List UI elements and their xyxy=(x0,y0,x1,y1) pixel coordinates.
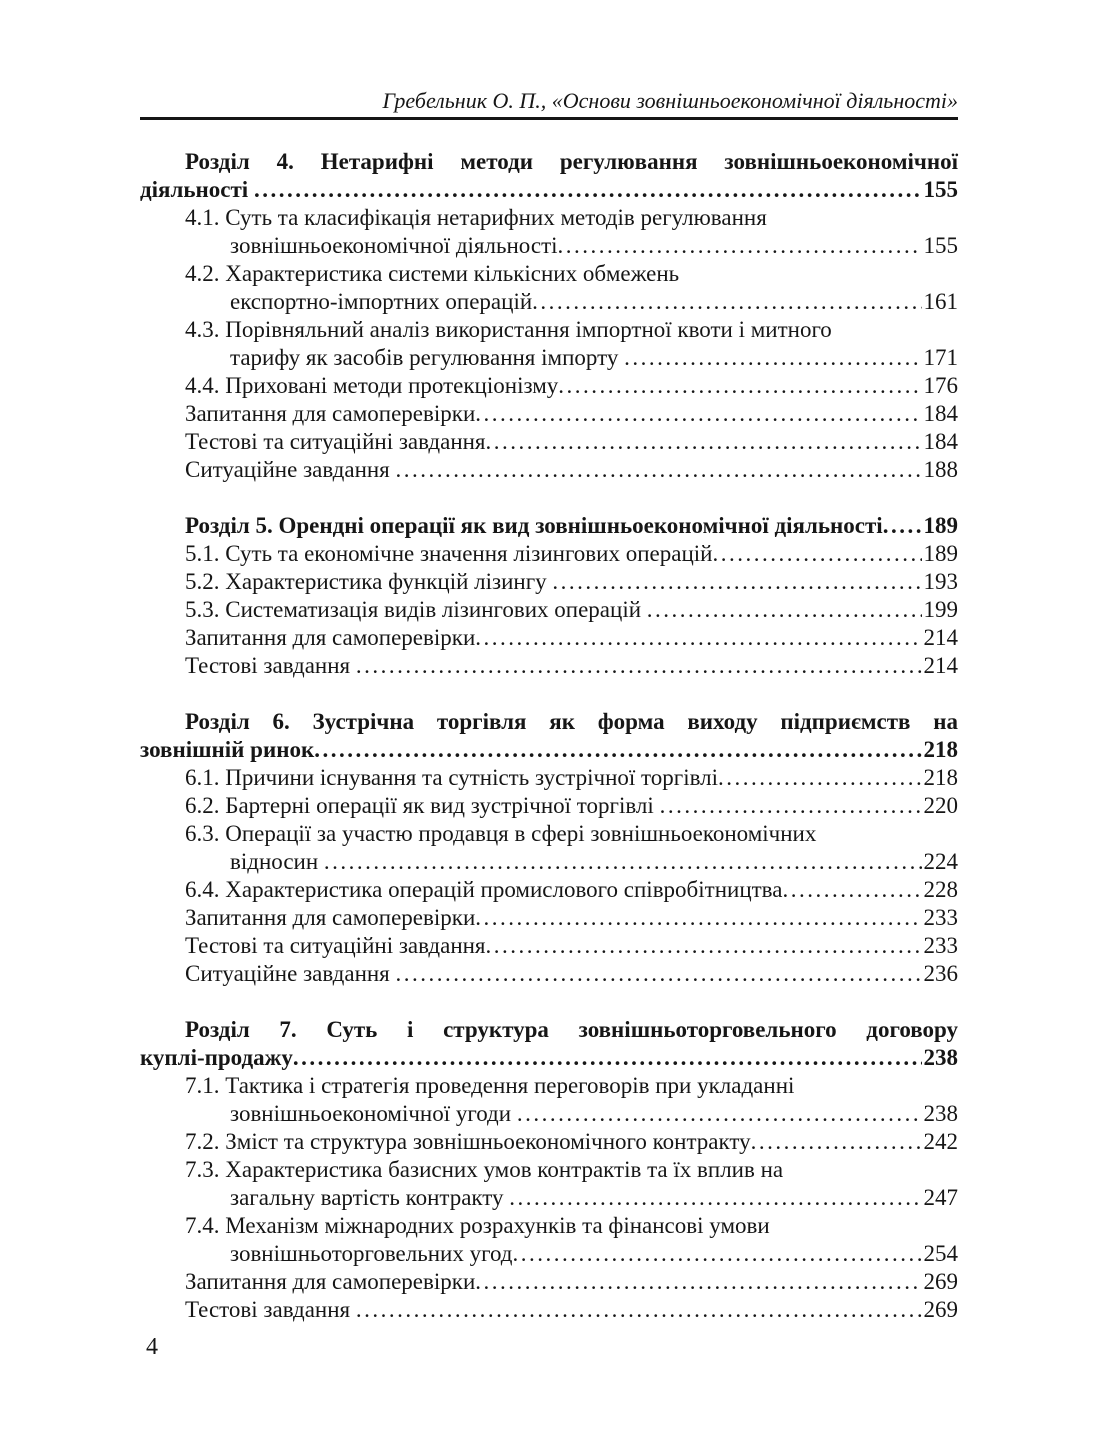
toc-entry-leader-row xyxy=(140,1240,958,1268)
entry-text: Тестові та ситуаційні завдання xyxy=(185,933,486,958)
entry-text: тарифу як засобів регулювання імпорту xyxy=(230,345,625,370)
toc-entry-leader-row xyxy=(140,1184,958,1212)
toc-entry-leader-row xyxy=(140,1100,958,1128)
chapter-heading-text: куплі-продажу xyxy=(140,1045,293,1070)
toc-entry-leader-row xyxy=(140,904,958,932)
toc-entry-first-line: 7.4. Механізм міжнародних розрахунків та фінансові умови xyxy=(185,1213,770,1238)
dot-leader xyxy=(396,456,922,484)
toc-section-rozdil-6 xyxy=(140,708,958,988)
toc-entry-leader-row xyxy=(140,1296,958,1324)
entry-text: Тестові завдання xyxy=(185,1297,356,1322)
entry-text: 5.3. Систематизація видів лізингових операцій xyxy=(185,597,647,622)
chapter-heading-leader-row xyxy=(140,1044,958,1072)
dot-leader xyxy=(356,1296,922,1324)
toc-entry-leader-row xyxy=(140,232,958,260)
entry-text: Тестові та ситуаційні завдання xyxy=(185,429,486,454)
chapter-heading-text: Розділ 5. Орендні операції як вид зовнішньоекономічної діяльності xyxy=(185,513,883,538)
toc-entry-leader-row xyxy=(140,372,958,400)
chapter-heading-text: зовнішній ринок xyxy=(140,737,315,762)
dot-leader xyxy=(486,428,922,456)
entry-page-number: 236 xyxy=(923,961,958,986)
entry-page-number: 228 xyxy=(923,877,958,902)
entry-page-number: 214 xyxy=(923,653,958,678)
toc-entry-leader-row xyxy=(140,764,958,792)
entry-text: зовнішньоторговельних угод xyxy=(230,1241,513,1266)
entry-page-number: 247 xyxy=(923,1185,958,1210)
entry-page-number: 254 xyxy=(923,1241,958,1266)
entry-page-number: 171 xyxy=(923,345,958,370)
dot-leader xyxy=(883,512,922,540)
dot-leader xyxy=(396,960,922,988)
dot-leader xyxy=(356,652,922,680)
entry-page-number: 224 xyxy=(923,849,958,874)
entry-page-number: 238 xyxy=(923,1045,958,1070)
dot-leader xyxy=(558,372,921,400)
toc-entry-first-line: 4.2. Характеристика системи кількісних обмежень xyxy=(185,261,680,286)
toc-entry-leader-row xyxy=(140,876,958,904)
dot-leader xyxy=(532,288,921,316)
folio-page-number: 4 xyxy=(146,1334,158,1360)
dot-leader xyxy=(324,848,922,876)
toc-entry-leader-row xyxy=(140,848,958,876)
entry-page-number: 233 xyxy=(923,933,958,958)
header-rule xyxy=(140,117,958,120)
toc-entry-leader-row xyxy=(140,792,958,820)
entry-page-number: 269 xyxy=(923,1269,958,1294)
chapter-heading-text: діяльності xyxy=(140,177,254,202)
entry-text: Ситуаційне завдання xyxy=(185,457,396,482)
entry-page-number: 193 xyxy=(923,569,958,594)
dot-leader xyxy=(475,904,921,932)
toc-entry-leader-row xyxy=(140,1128,958,1156)
entry-text: Запитання для самоперевірки xyxy=(185,401,476,426)
table-of-contents xyxy=(140,148,958,1324)
toc-entry-leader-row xyxy=(140,344,958,372)
toc-entry-leader-row xyxy=(140,596,958,624)
dot-leader xyxy=(647,596,922,624)
chapter-heading-leader-row xyxy=(140,176,958,204)
toc-entry-leader-row xyxy=(140,624,958,652)
dot-leader xyxy=(314,736,921,764)
toc-entry-leader-row xyxy=(140,568,958,596)
entry-text: 6.1. Причини існування та сутність зустрічної торгівлі xyxy=(185,765,719,790)
entry-page-number: 189 xyxy=(923,513,958,538)
dot-leader xyxy=(475,1268,921,1296)
toc-entry-leader-row xyxy=(140,1268,958,1296)
entry-page-number: 188 xyxy=(923,457,958,482)
entry-text: Запитання для самоперевірки xyxy=(185,1269,476,1294)
dot-leader xyxy=(293,1044,922,1072)
entry-page-number: 220 xyxy=(923,793,958,818)
entry-text: експортно-імпортних операцій xyxy=(230,289,533,314)
entry-page-number: 176 xyxy=(923,373,958,398)
dot-leader xyxy=(509,1184,921,1212)
dot-leader xyxy=(718,764,921,792)
entry-page-number: 155 xyxy=(923,177,958,202)
toc-entry-leader-row xyxy=(140,400,958,428)
chapter-heading-leader-row xyxy=(140,736,958,764)
entry-text: 6.4. Характеристика операцій промислового співробітництва xyxy=(185,877,783,902)
entry-page-number: 218 xyxy=(923,765,958,790)
entry-page-number: 238 xyxy=(923,1101,958,1126)
entry-text: зовнішньоекономічної діяльності xyxy=(230,233,558,258)
entry-page-number: 242 xyxy=(923,1129,958,1154)
entry-text: Запитання для самоперевірки xyxy=(185,905,476,930)
entry-page-number: 184 xyxy=(923,429,958,454)
dot-leader xyxy=(475,624,921,652)
entry-page-number: 184 xyxy=(923,401,958,426)
dot-leader xyxy=(751,1128,922,1156)
dot-leader xyxy=(782,876,921,904)
dot-leader xyxy=(513,1240,922,1268)
toc-entry-first-line: 4.3. Порівняльний аналіз використання імпортної квоти і митного xyxy=(185,317,832,342)
entry-page-number: 233 xyxy=(923,905,958,930)
toc-entry-leader-row xyxy=(140,428,958,456)
toc-entry-first-line: 7.3. Характеристика базисних умов контрактів та їх вплив на xyxy=(185,1157,784,1182)
entry-text: 5.1. Суть та економічне значення лізингових операцій xyxy=(185,541,713,566)
entry-page-number: 155 xyxy=(923,233,958,258)
dot-leader xyxy=(475,400,921,428)
entry-page-number: 161 xyxy=(923,289,958,314)
toc-entry-first-line: 4.1. Суть та класифікація нетарифних методів регулювання xyxy=(185,205,767,230)
running-header-title: Гребельник О. П., «Основи зовнішньоекономічної діяльності» xyxy=(382,88,958,113)
toc-section-rozdil-7 xyxy=(140,1016,958,1324)
entry-text: 7.2. Зміст та структура зовнішньоекономічного контракту xyxy=(185,1129,751,1154)
dot-leader xyxy=(517,1100,922,1128)
entry-page-number: 199 xyxy=(923,597,958,622)
entry-page-number: 189 xyxy=(923,541,958,566)
toc-entry-leader-row xyxy=(140,540,958,568)
entry-text: Запитання для самоперевірки xyxy=(185,625,476,650)
toc-entry-leader-row xyxy=(140,288,958,316)
toc-entry-first-line: 6.3. Операції за участю продавця в сфері зовнішньоекономічних xyxy=(185,821,817,846)
dot-leader xyxy=(552,568,921,596)
dot-leader xyxy=(486,932,922,960)
entry-text: 5.2. Характеристика функцій лізингу xyxy=(185,569,553,594)
entry-text: зовнішньоекономічної угоди xyxy=(230,1101,517,1126)
dot-leader xyxy=(712,540,921,568)
dot-leader xyxy=(254,176,922,204)
dot-leader xyxy=(558,232,922,260)
chapter-heading-leader-row xyxy=(140,512,958,540)
entry-page-number: 218 xyxy=(923,737,958,762)
toc-entry-leader-row xyxy=(140,932,958,960)
dot-leader xyxy=(624,344,921,372)
toc-entry-leader-row xyxy=(140,652,958,680)
dot-leader xyxy=(660,792,922,820)
toc-section-rozdil-5 xyxy=(140,512,958,680)
toc-entry-leader-row xyxy=(140,960,958,988)
entry-page-number: 269 xyxy=(923,1297,958,1322)
entry-text: 6.2. Бартерні операції як вид зустрічної торгівлі xyxy=(185,793,660,818)
page-content xyxy=(140,88,958,1324)
entry-text: Ситуаційне завдання xyxy=(185,961,396,986)
entry-text: 4.4. Приховані методи протекціонізму xyxy=(185,373,559,398)
entry-text: Тестові завдання xyxy=(185,653,356,678)
toc-entry-first-line: 7.1. Тактика і стратегія проведення переговорів при укладанні xyxy=(185,1073,795,1098)
toc-section-rozdil-4 xyxy=(140,148,958,484)
entry-text: відносин xyxy=(230,849,324,874)
toc-entry-leader-row xyxy=(140,456,958,484)
chapter-heading-line1: Розділ 7. Суть і структура зовнішньоторговельного договору xyxy=(185,1017,958,1042)
chapter-heading-line1: Розділ 6. Зустрічна торгівля як форма виходу підприємств на xyxy=(185,709,958,734)
entry-text: загальну вартість контракту xyxy=(230,1185,510,1210)
chapter-heading-line1: Розділ 4. Нетарифні методи регулювання зовнішньоекономічної xyxy=(185,149,958,174)
entry-page-number: 214 xyxy=(923,625,958,650)
